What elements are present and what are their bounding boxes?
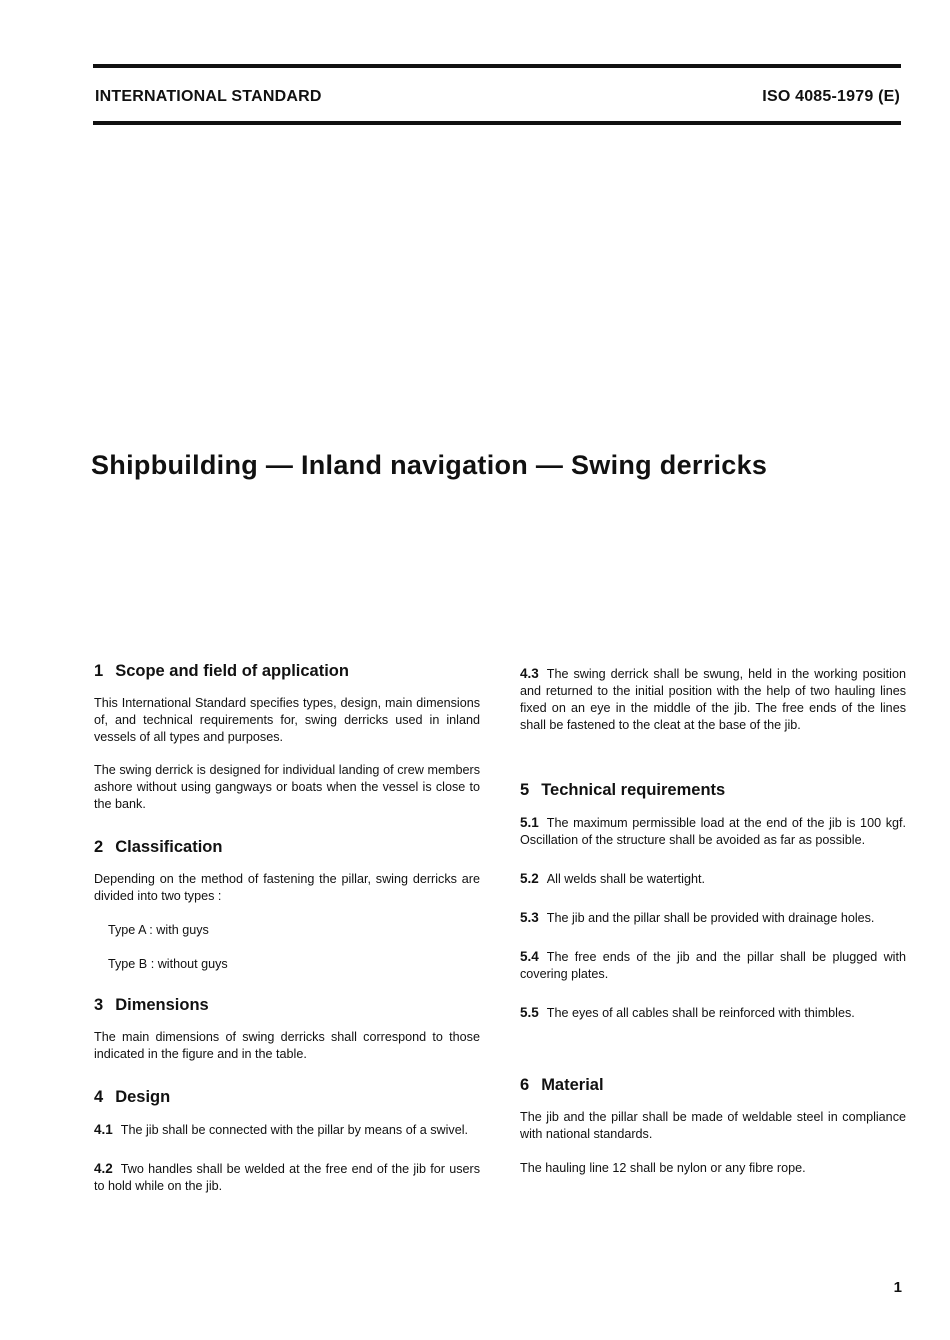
section-number: 5 bbox=[520, 781, 530, 799]
list-item: Type B : without guys bbox=[108, 957, 228, 971]
paragraph: The jib and the pillar shall be made of weldable steel in compliance with national standards. bbox=[520, 1110, 906, 1141]
right-column bbox=[520, 660, 906, 1177]
section-title: Dimensions bbox=[115, 996, 209, 1014]
clause bbox=[520, 1004, 906, 1022]
clause-number: 4.3 bbox=[520, 666, 539, 681]
clause-text: The free ends of the jib and the pillar shall be plugged with covering plates. bbox=[520, 950, 906, 981]
clause-text: The jib and the pillar shall be provided with drainage holes. bbox=[546, 911, 875, 925]
clause bbox=[94, 1160, 480, 1195]
paragraph: Depending on the method of fastening the pillar, swing derricks are divided into two types : bbox=[94, 872, 480, 903]
standard-number: ISO 4085-1979 (E) bbox=[762, 88, 900, 105]
clause-number: 4.1 bbox=[94, 1122, 113, 1137]
clause-text: Two handles shall be welded at the free end of the jib for users to hold while on the jib. bbox=[94, 1162, 480, 1193]
clause bbox=[520, 909, 906, 927]
clause-number: 4.2 bbox=[94, 1161, 113, 1176]
section-2-heading bbox=[94, 836, 480, 858]
section-number: 4 bbox=[94, 1088, 104, 1106]
section-6-heading bbox=[520, 1074, 906, 1096]
clause-number: 5.5 bbox=[520, 1005, 539, 1020]
section-number: 3 bbox=[94, 996, 104, 1014]
section-number: 1 bbox=[94, 662, 104, 680]
clause-number: 5.4 bbox=[520, 949, 539, 964]
page-title: Shipbuilding — Inland navigation — Swing derricks bbox=[91, 450, 768, 480]
paragraph: This International Standard specifies types, design, main dimensions of, and technical requirements for, swing derricks used in inland vessels of all types and purposes. bbox=[94, 696, 480, 744]
clause bbox=[520, 870, 906, 888]
clause-text: The jib shall be connected with the pillar by means of a swivel. bbox=[120, 1123, 468, 1137]
clause-number: 5.3 bbox=[520, 910, 539, 925]
clause-text: The maximum permissible load at the end of the jib is 100 kgf. Oscillation of the structure shall be avoided as far as possible. bbox=[520, 816, 906, 847]
section-title: Material bbox=[541, 1076, 604, 1094]
section-number: 6 bbox=[520, 1076, 530, 1094]
section-title: Classification bbox=[115, 838, 223, 856]
list-item: Type A : with guys bbox=[108, 923, 209, 937]
clause bbox=[94, 1121, 480, 1139]
clause-text: All welds shall be watertight. bbox=[546, 872, 705, 886]
clause-number: 5.2 bbox=[520, 871, 539, 886]
clause-number: 5.1 bbox=[520, 815, 539, 830]
section-4-heading bbox=[94, 1086, 480, 1108]
paragraph: The swing derrick is designed for individual landing of crew members ashore without using gangways or boats when the vessel is close to the bank. bbox=[94, 763, 480, 811]
section-title: Design bbox=[115, 1088, 171, 1106]
clause bbox=[520, 665, 906, 734]
header-bottom-rule bbox=[93, 121, 901, 125]
clause bbox=[520, 814, 906, 849]
left-column bbox=[94, 660, 480, 1195]
clause-text: The eyes of all cables shall be reinforced with thimbles. bbox=[546, 1006, 855, 1020]
page-number: 1 bbox=[893, 1279, 902, 1296]
section-title: Technical requirements bbox=[541, 781, 726, 799]
paragraph: The hauling line 12 shall be nylon or any fibre rope. bbox=[520, 1161, 806, 1175]
clause-text: The swing derrick shall be swung, held in the working position and returned to the initial position with the help of two hauling lines fixed on an eye in the middle of the jib. The free ends of the lines shall be fastened to the cleat at the base of the jib. bbox=[520, 667, 906, 732]
section-3-heading bbox=[94, 994, 480, 1016]
clause bbox=[520, 948, 906, 983]
section-title: Scope and field of application bbox=[115, 662, 349, 680]
section-number: 2 bbox=[94, 838, 104, 856]
header-top-rule bbox=[93, 64, 901, 68]
paragraph: The main dimensions of swing derricks shall correspond to those indicated in the figure and in the table. bbox=[94, 1030, 480, 1061]
document-type-label: INTERNATIONAL STANDARD bbox=[95, 88, 322, 105]
section-1-heading bbox=[94, 660, 480, 682]
section-5-heading bbox=[520, 779, 906, 801]
